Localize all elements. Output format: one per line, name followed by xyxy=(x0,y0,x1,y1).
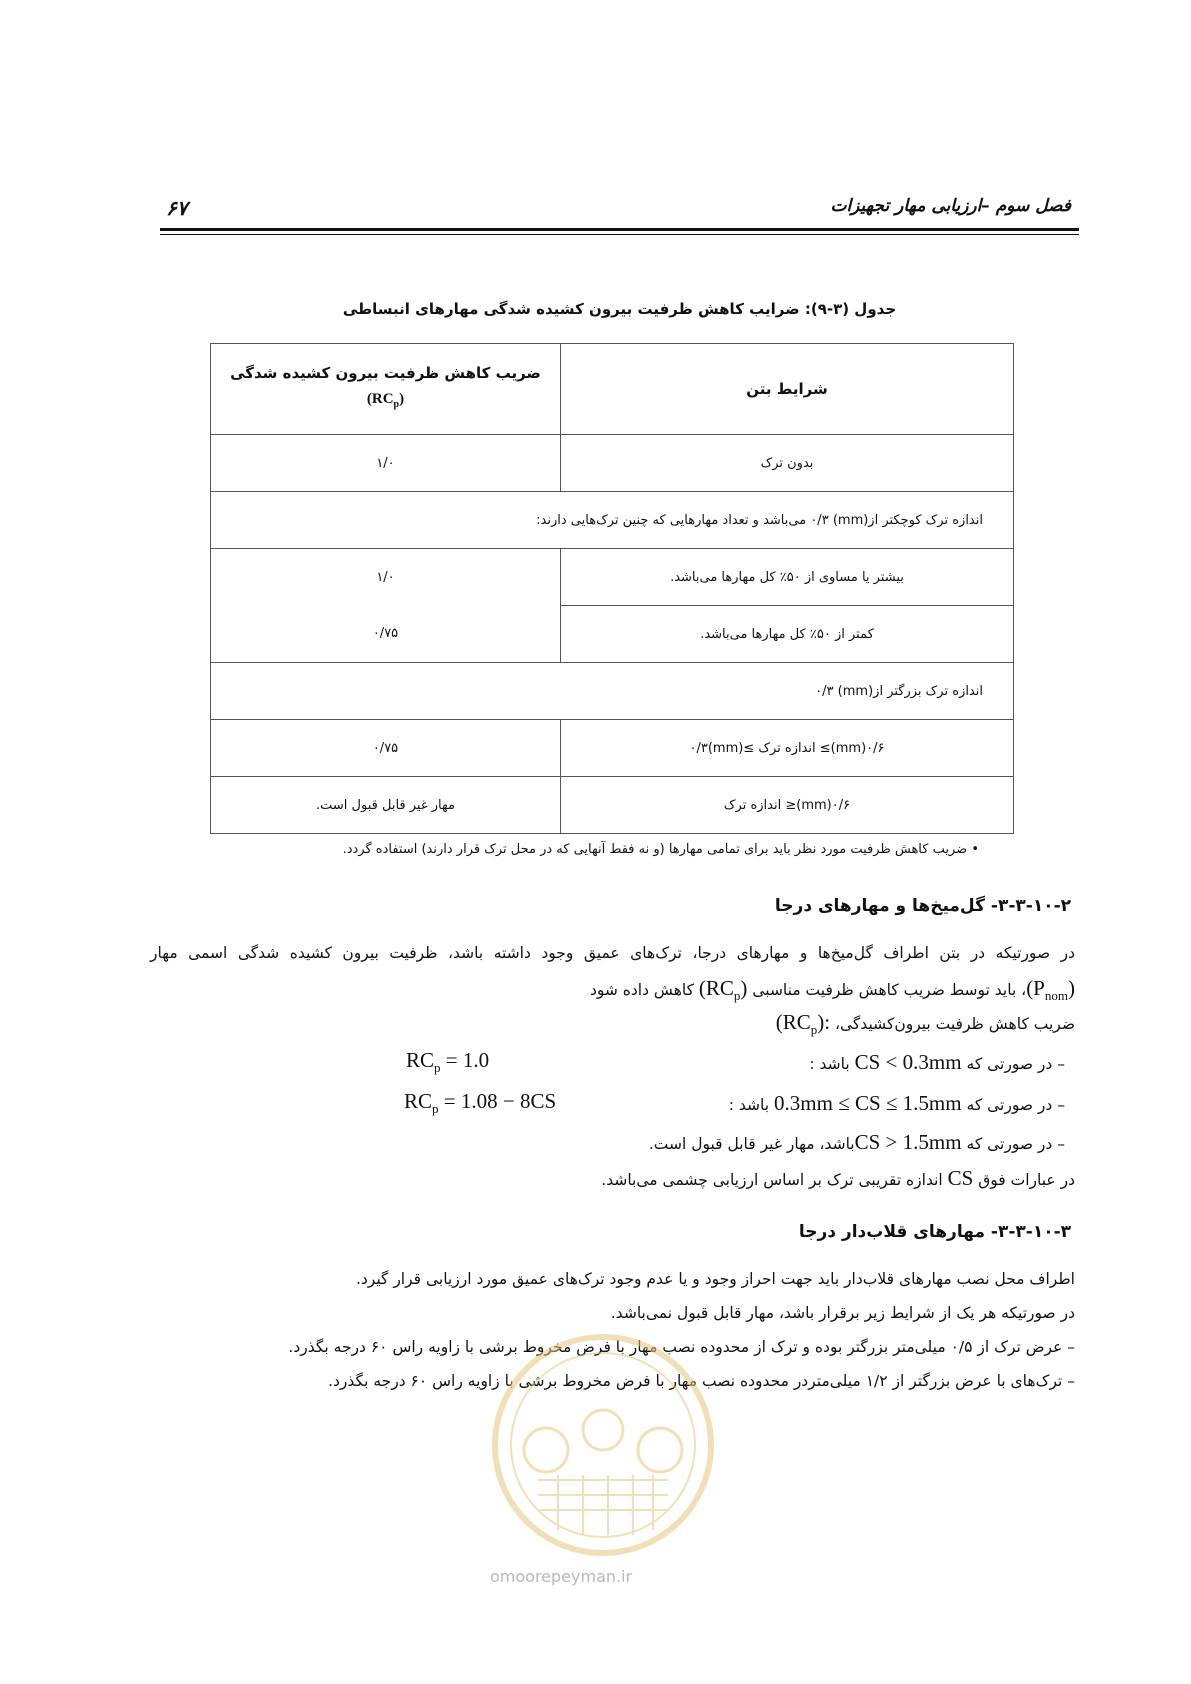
table-group-row xyxy=(211,663,1014,720)
paragraph-line: در صورتیکه هر یک از شرایط زیر برقرار باشد، مهار قابل قبول نمی‌باشد. xyxy=(610,1304,1075,1322)
p-nom-symbol xyxy=(1026,976,1075,1004)
cell-condition: بیشتر یا مساوی از ۵۰٪ کل مهارها می‌باشد. xyxy=(561,549,1014,606)
p2-text: ، باید توسط ضریب کاهش ظرفیت مناسبی xyxy=(747,981,1027,999)
formula-sub: p xyxy=(432,1101,439,1117)
formula-2 xyxy=(404,1089,556,1117)
section-heading: ۳-۳-۱۰-۳- مهارهای قلاب‌دار درجا xyxy=(798,1222,1071,1242)
rcp-symbol xyxy=(698,976,748,1004)
bullet-end: باشد، مهار غیر قابل قبول است. xyxy=(648,1135,855,1153)
paragraph-line: – عرض ترک از ۰/۵ میلی‌متر بزرگتر بوده و ترک از محدوده نصب مهار با فرض مخروط برشی با زاویه راس ۶۰ درجه بگذرد. xyxy=(288,1338,1075,1356)
cell-condition: بدون ترک xyxy=(561,435,1014,492)
paragraph-line: – ترک‌های با عرض بزرگتر از ۱/۲ میلی‌متردر محدوده نصب مهار با فرض مخروط برشی با زاویه راس ۶۰ درجه بگذرد. xyxy=(328,1372,1075,1390)
formula-sub: p xyxy=(434,1060,441,1076)
rcp-sub: p xyxy=(810,1022,818,1038)
cell-value: ۰/۷۵ xyxy=(211,720,561,777)
table-caption: جدول (۳-۹): ضرایب کاهش ظرفیت بیرون کشیده شدگی مهارهای انبساطی xyxy=(342,300,897,318)
bullet-line xyxy=(809,1050,1065,1075)
cell-condition: کمتر از ۵۰٪ کل مهارها می‌باشد. xyxy=(561,606,1014,663)
formula-rhs: = 1.08 − 8CS xyxy=(438,1089,557,1113)
cell-condition: ۰/۶(mm)≥ اندازه ترک ≥(mm)۰/۳ xyxy=(561,720,1014,777)
rcp-open: (RC xyxy=(775,1010,811,1034)
p4-text: در عبارات فوق xyxy=(973,1171,1075,1189)
p-nom-close: ) xyxy=(1068,976,1075,1000)
bullet-end: باشد : xyxy=(809,1055,855,1073)
header-factor-line2 xyxy=(219,386,552,418)
p-nom-open: (P xyxy=(1026,976,1045,1000)
table-row xyxy=(211,435,1014,492)
formula-rhs: = 1.0 xyxy=(440,1048,490,1072)
bullet-text: – در صورتی که xyxy=(961,1135,1065,1153)
table-header-row xyxy=(211,344,1014,435)
cell-value: مهار غیر قابل قبول است. xyxy=(211,777,561,834)
p3-text: ضریب کاهش ظرفیت بیرون‌کشیدگی، xyxy=(830,1015,1075,1033)
watermark-seal xyxy=(488,1330,718,1560)
header-factor-rc: (RC xyxy=(366,391,394,407)
running-header-title: فصل سوم –ارزیابی مهار تجهیزات xyxy=(830,196,1071,216)
bullet-line xyxy=(729,1091,1065,1116)
paragraph-line: اطراف محل نصب مهارهای قلاب‌دار باید جهت احراز وجود و یا عدم وجود ترک‌های عمیق مورد ارزیابی قرار گیرد. xyxy=(355,1270,1075,1288)
header-factor xyxy=(211,344,561,435)
cs-symbol: CS xyxy=(947,1166,974,1190)
p4-end: اندازه تقریبی ترک بر اساس ارزیابی چشمی می‌باشد. xyxy=(601,1171,948,1189)
bullet-end: باشد : xyxy=(728,1096,774,1114)
bullet-text: – در صورتی که xyxy=(961,1096,1065,1114)
rcp-close: ) xyxy=(740,976,748,1000)
cell-value: ۱/۰ xyxy=(211,435,561,492)
rcp-open: (RC xyxy=(698,976,734,1000)
header-rule-thin xyxy=(160,234,1079,235)
bullet-text: – در صورتی که xyxy=(961,1055,1065,1073)
cell-value: ۱/۰ xyxy=(211,549,561,606)
formula-1 xyxy=(406,1048,489,1076)
cell-value: ۰/۷۵ xyxy=(211,606,561,663)
p-nom-sub: nom xyxy=(1044,988,1068,1004)
group-label: اندازه ترک بزرگتر از(mm) ۰/۳ xyxy=(211,663,1014,720)
paragraph-line xyxy=(776,1010,1075,1038)
watermark-text: omoorepeyman.ir xyxy=(490,1567,633,1586)
section-heading: ۳-۳-۱۰-۲- گل‌میخ‌ها و مهارهای درجا xyxy=(774,896,1071,916)
table-row xyxy=(211,549,1014,606)
formula-rc: RC xyxy=(406,1048,435,1072)
table-group-row xyxy=(211,492,1014,549)
paragraph-line: در صورتیکه در بتن اطراف گل‌میخ‌ها و مهارهای درجا، ترک‌های عمیق وجود داشته باشد، ظرفیت بیرون کشیده شدگی اسمی مهار xyxy=(150,944,1075,962)
paragraph-line xyxy=(590,976,1075,1004)
header-condition: شرایط بتن xyxy=(561,344,1014,435)
header-rule-thick xyxy=(160,228,1079,231)
table-row xyxy=(211,720,1014,777)
header-factor-line1: ضریب کاهش ظرفیت بیرون کشیده شدگی xyxy=(230,364,541,382)
rcp-sub: p xyxy=(733,988,741,1004)
p2-end: کاهش داده شود xyxy=(589,981,699,999)
paragraph-line xyxy=(601,1166,1075,1191)
bullet-math: 0.3mm ≤ CS ≤ 1.5mm xyxy=(774,1091,962,1115)
formula-rc: RC xyxy=(404,1089,433,1113)
bullet-math: CS < 0.3mm xyxy=(854,1050,962,1074)
header-factor-close: ) xyxy=(399,391,405,407)
group-label: اندازه ترک کوچکتر از(mm) ۰/۳ می‌باشد و تعداد مهارهایی که چنین ترک‌هایی دارند: xyxy=(211,492,1014,549)
reduction-factor-table xyxy=(210,343,1014,834)
rcp-symbol xyxy=(775,1010,831,1038)
table-row xyxy=(211,777,1014,834)
bullet-math: CS > 1.5mm xyxy=(854,1130,962,1154)
table-note: • ضریب کاهش ظرفیت مورد نظر باید برای تمامی مهارها (و نه فقط آنهایی که در محل ترک قرار دارند) استفاده گردد. xyxy=(342,842,979,857)
header-factor-sub: p xyxy=(393,399,400,410)
cell-condition: ۰/۶(mm)≤ اندازه ترک xyxy=(561,777,1014,834)
bullet-line xyxy=(649,1130,1065,1155)
page-number: ۶۷ xyxy=(166,196,188,220)
table-row xyxy=(211,606,1014,663)
rcp-close: ): xyxy=(817,1010,831,1034)
